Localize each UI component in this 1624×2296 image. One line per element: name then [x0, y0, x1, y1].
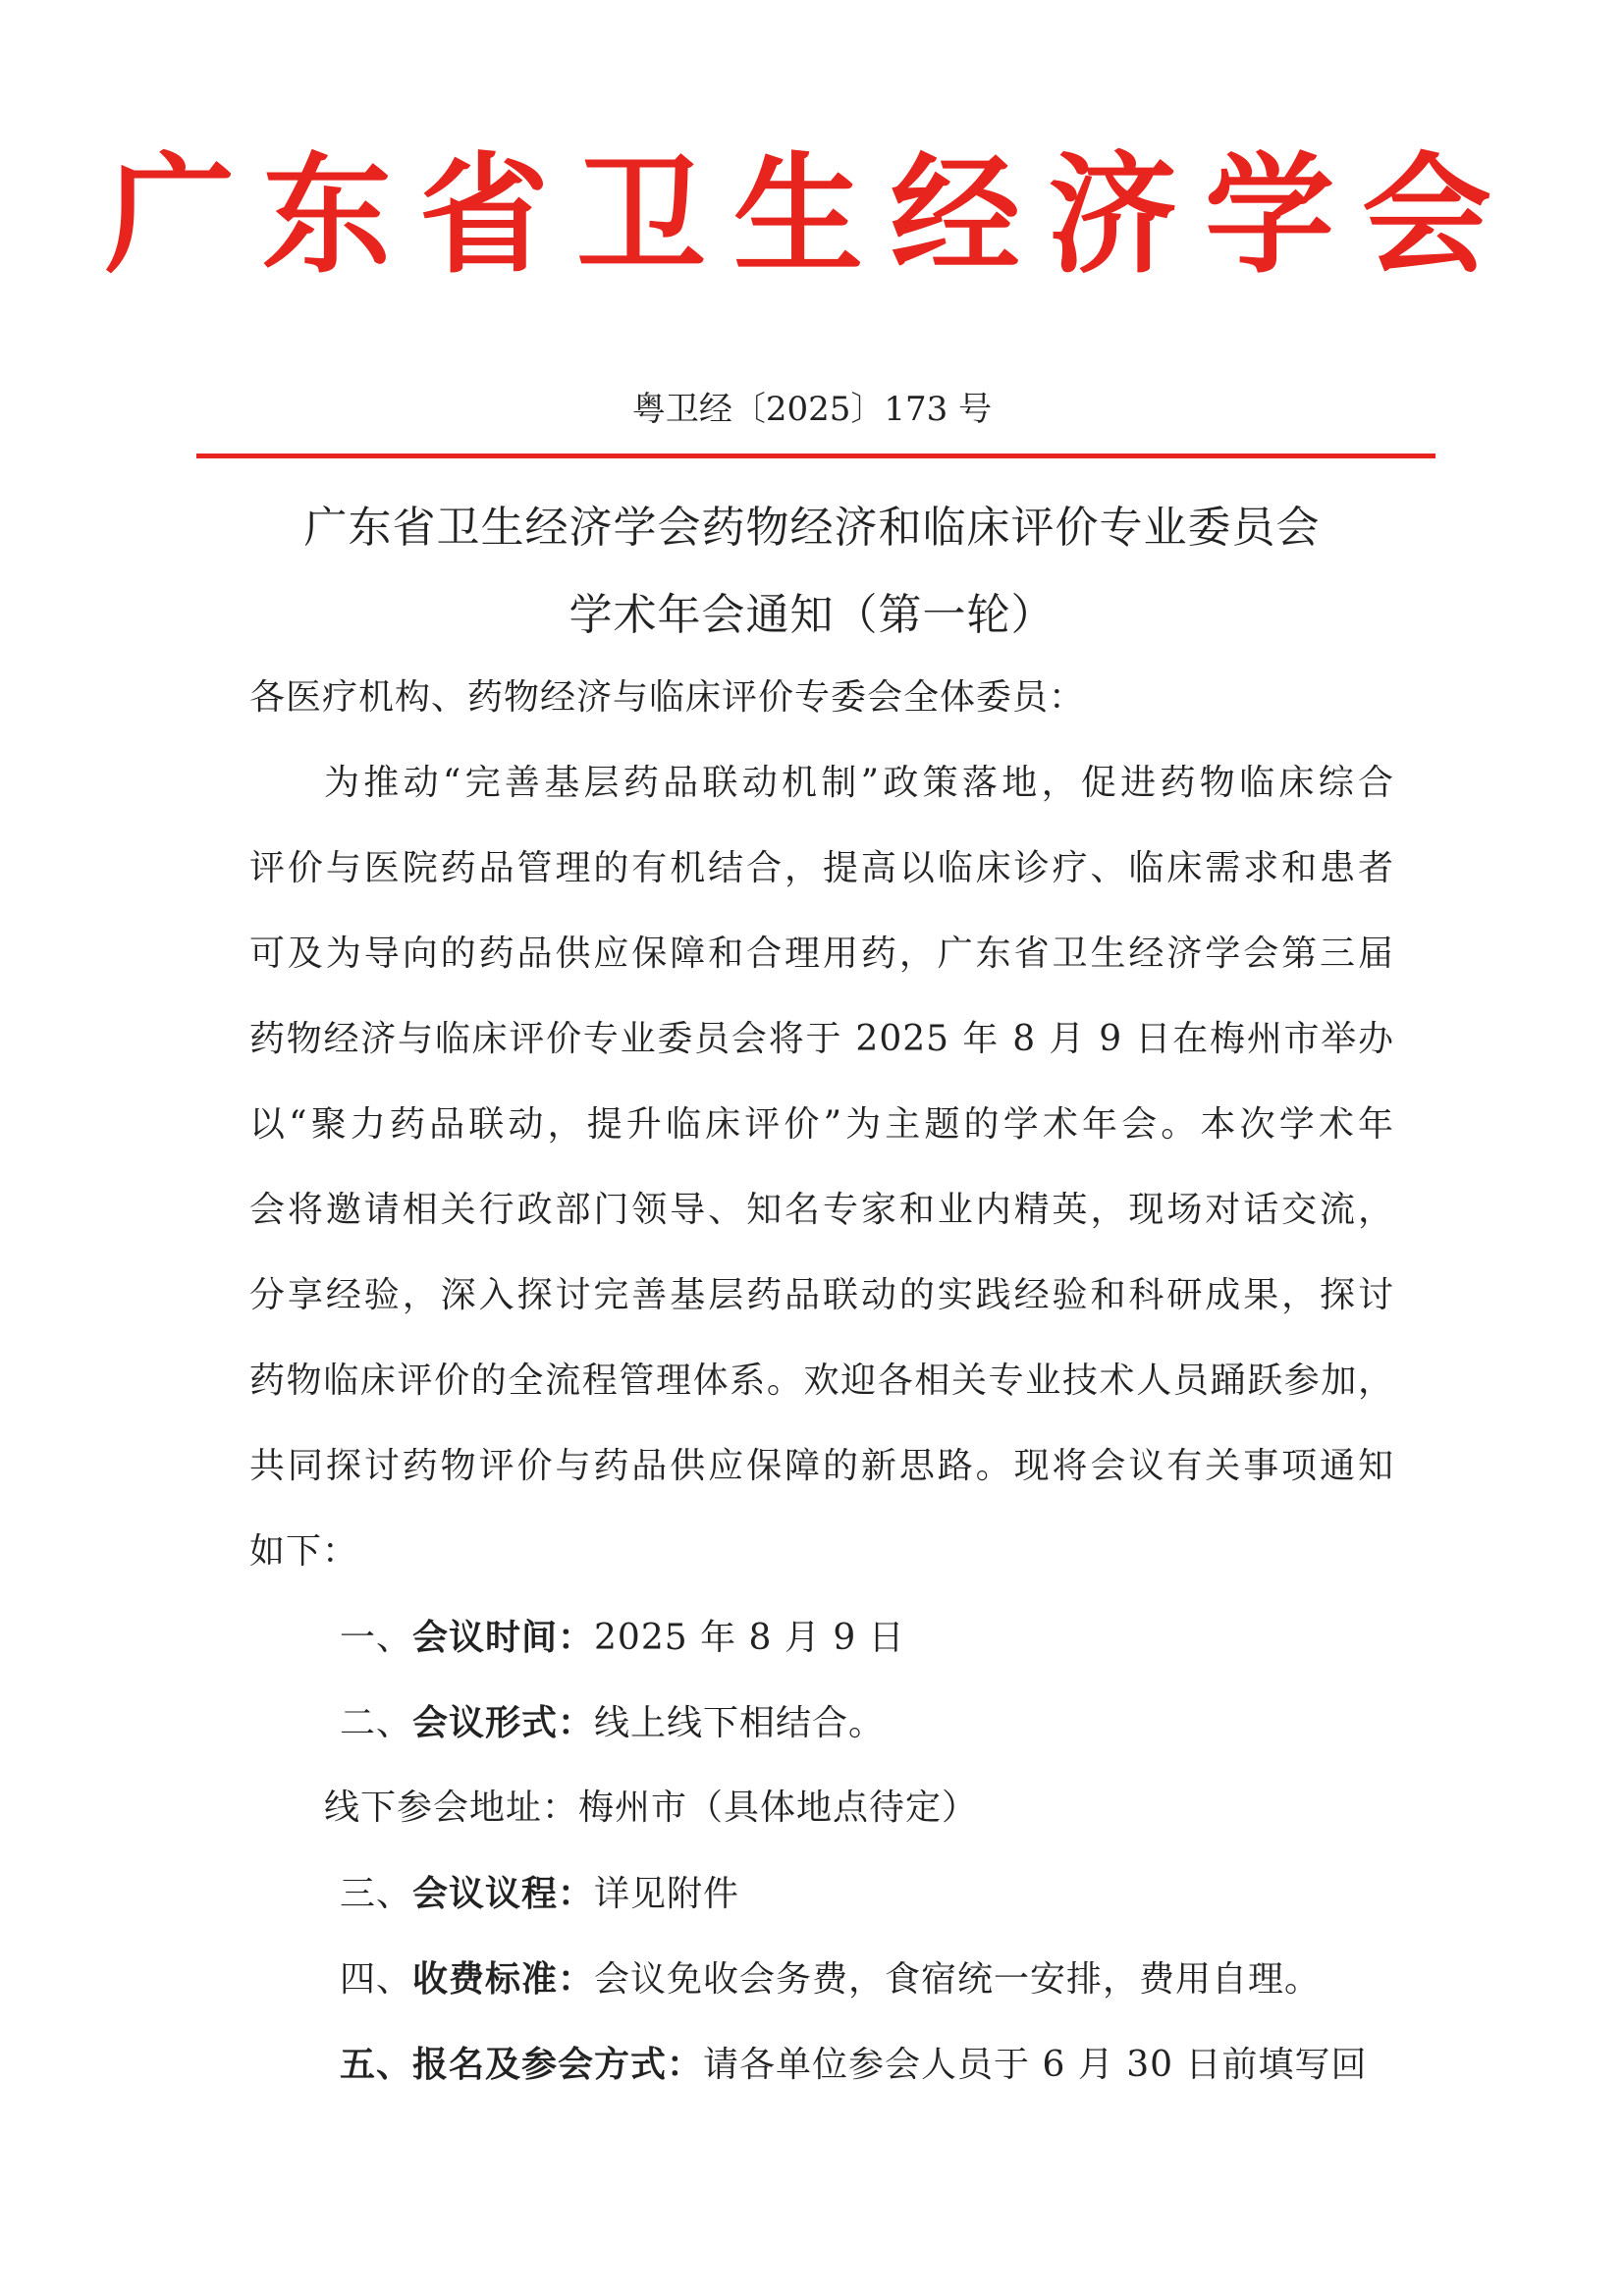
- item-label: 会议时间：: [412, 1617, 595, 1658]
- paragraph-line: 分享经验，深入探讨完善基层药品联动的实践经验和科研成果，探讨: [249, 1275, 1394, 1315]
- item-meeting-time: [249, 1613, 1394, 1698]
- item-number: 三、: [340, 1874, 413, 1914]
- item-number: 五、: [340, 2044, 413, 2085]
- item-fee-standard: [249, 1954, 1394, 2040]
- item-offline-address: 线下参会地址：梅州市（具体地点待定）: [324, 1788, 979, 1828]
- salutation: 各医疗机构、药物经济与临床评价专委会全体委员：: [249, 677, 1086, 718]
- item-number: 一、: [340, 1618, 413, 1658]
- item-number: 二、: [340, 1703, 413, 1743]
- paragraph-line: 为推动“完善基层药品联动机制”政策落地，促进药物临床综合: [324, 763, 1394, 803]
- paragraph-line: 会将邀请相关行政部门领导、知名专家和业内精英，现场对话交流，: [249, 1190, 1394, 1230]
- masthead-logo-text: 广东省卫生经济学会: [105, 140, 1519, 292]
- item-value: 会议免收会务费，食宿统一安排，费用自理。: [594, 1959, 1322, 2000]
- item-label: 收费标准：: [412, 1958, 595, 2000]
- item-label: 会议形式：: [412, 1702, 595, 1743]
- item-meeting-agenda: [249, 1869, 1394, 1954]
- paragraph-line: 可及为导向的药品供应保障和合理用药，广东省卫生经济学会第三届: [249, 934, 1394, 974]
- paragraph-line: 共同探讨药物评价与药品供应保障的新思路。现将会议有关事项通知: [249, 1446, 1394, 1486]
- item-value: 线上线下相结合。: [594, 1703, 886, 1743]
- red-divider: [196, 454, 1435, 458]
- document-number: 粤卫经〔2025〕173 号: [631, 390, 993, 429]
- item-label: 会议议程：: [412, 1873, 595, 1914]
- item-label: 报名及参会方式：: [412, 2044, 704, 2085]
- item-number: 四、: [340, 1959, 413, 2000]
- title-line-2: 学术年会通知（第一轮）: [568, 590, 1056, 640]
- item-meeting-form: [249, 1698, 1394, 1784]
- paragraph-line: 如下：: [249, 1531, 359, 1572]
- paragraph-line: 评价与医院药品管理的有机结合，提高以临床诊疗、临床需求和患者: [249, 848, 1394, 888]
- document-body: [249, 673, 1394, 2125]
- item-value: 请各单位参会人员于 6 月 30 日前填写回: [703, 2045, 1368, 2085]
- item-value: 2025 年 8 月 9 日: [594, 1618, 905, 1658]
- paragraph-line: 药物经济与临床评价专业委员会将于 2025 年 8 月 9 日在梅州市举办: [249, 1019, 1394, 1059]
- paragraph-line: 以“聚力药品联动，提升临床评价”为主题的学术年会。本次学术年: [249, 1104, 1394, 1145]
- paragraph-line: 药物临床评价的全流程管理体系。欢迎各相关专业技术人员踊跃参加，: [249, 1361, 1394, 1401]
- title-line-1: 广东省卫生经济学会药物经济和临床评价专业委员会: [303, 503, 1321, 553]
- item-registration: [249, 2040, 1394, 2125]
- item-value: 详见附件: [594, 1874, 740, 1914]
